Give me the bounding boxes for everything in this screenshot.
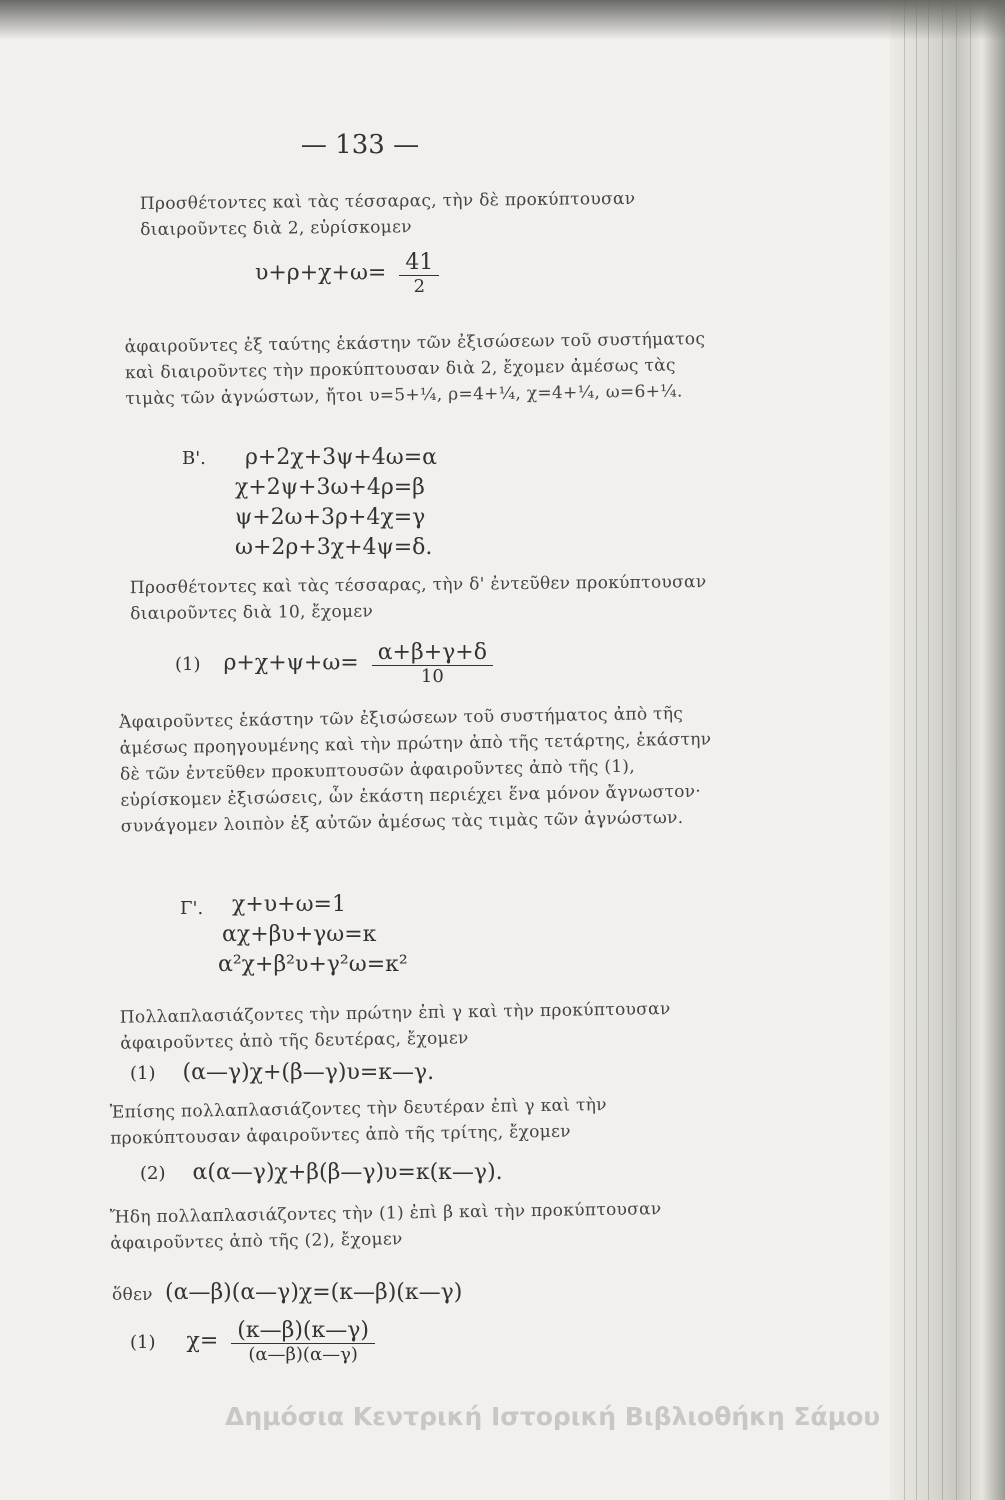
fraction-numerator: 41 [399, 250, 439, 276]
paragraph-5: Πολλαπλασιάζοντες τὴν πρώτην ἐπὶ γ καὶ τὴν προκύπτουσαν ἀφαιροῦντες ἀπὸ τῆς δευτέρας, ἔχομεν [119, 999, 671, 1054]
page-edge [890, 0, 1005, 1500]
paragraph-4: Ἀφαιροῦντες ἑκάστην τῶν ἐξισώσεων τοῦ συστήματος ἀπὸ τῆς ἀμέσως προηγουμένης καὶ τὴν πρώτην ἀπὸ τῆς τετάρτης, ἑκάστην δὲ τῶν ἐντεῦθεν προκυπτουσῶν ἀφαιροῦντες ἀπὸ τῆς (1), εὑρίσκομεν ἐξισώσεις, ὧν ἑκάστη περιέχει ἕνα μόνον ἄγνωστον· συνάγομεν λοιπὸν ἐξ αὐτῶν ἀμέσως τὰς τιμὰς τῶν ἀγνώστων. [119, 703, 712, 837]
section-label-b: Β'. [182, 448, 206, 469]
equation-body: (α—γ)χ+(β—γ)υ=κ—γ. [182, 1060, 435, 1085]
system-b-eq-4: ω+2ρ+3χ+4ψ=δ. [235, 535, 433, 560]
equation-tag: (1) [175, 653, 201, 675]
equation-lhs: ρ+χ+ψ+ω= [223, 650, 359, 676]
paragraph-2: ἀφαιροῦντες ἐξ ταύτης ἑκάστην τῶν ἐξισώσεων τοῦ συστήματος καὶ διαιροῦντες τὴν προκύπτουσαν διὰ 2, ἔχομεν ἀμέσως τὰς τιμὰς τῶν ἀγνώστων, ἤτοι υ=5+¼, ρ=4+¼, χ=4+¼, ω=6+¼. [124, 329, 706, 410]
system-b-eq-3: ψ+2ω+3ρ+4χ=γ [235, 505, 426, 530]
fraction-numerator: (κ—β)(κ—γ) [231, 1318, 375, 1344]
equation-tag: (1) [130, 1063, 156, 1084]
equation-tag: (2) [140, 1163, 166, 1184]
equation-g-1 [130, 1060, 434, 1085]
equation-lhs: χ= [186, 1328, 219, 1354]
system-g-eq-1: χ+υ+ω=1 [232, 892, 346, 917]
fraction [231, 1318, 375, 1365]
page-number: — 133 — [300, 130, 420, 160]
paragraph-8: ὅθεν [112, 1285, 153, 1305]
system-g-eq-3: α²χ+β²υ+γ²ω=κ² [218, 952, 408, 977]
equation-sum [255, 250, 439, 297]
paragraph-7: Ἤδη πολλαπλασιάζοντες τὴν (1) ἐπὶ β καὶ τὴν προκύπτουσαν ἀφαιροῦντες ἀπὸ τῆς (2), ἔχομεν [109, 1199, 662, 1254]
fraction-denominator: 10 [420, 666, 444, 687]
section-label-g: Γ'. [180, 898, 204, 919]
equation-g-3: (α—β)(α—γ)χ=(κ—β)(κ—γ) [165, 1280, 463, 1305]
system-g-eq-2: αχ+βυ+γω=κ [222, 922, 377, 947]
system-b-eq-2: χ+2ψ+3ω+4ρ=β [235, 475, 425, 500]
equation-g-4 [130, 1318, 375, 1365]
paragraph-6: Ἐπίσης πολλαπλασιάζοντες τὴν δευτέραν ἐπὶ γ καὶ τὴν προκύπτουσαν ἀφαιροῦντες ἀπὸ τῆς τρίτης, ἔχομεν [109, 1094, 607, 1149]
equation-g-2 [140, 1160, 503, 1185]
fraction-denominator: 2 [413, 276, 426, 297]
equation-tag: (1) [130, 1331, 156, 1353]
equation-1 [175, 640, 493, 687]
paragraph-3: Προσθέτοντες καὶ τὰς τέσσαρας, τὴν δ' ἐντεῦθεν προκύπτουσαν διαιροῦντες διὰ 10, ἔχομεν [129, 572, 707, 625]
system-b-eq-1: ρ+2χ+3ψ+4ω=α [245, 445, 438, 470]
fraction-denominator: (α—β)(α—γ) [248, 1344, 358, 1365]
fraction [372, 640, 493, 687]
equation-lhs: υ+ρ+χ+ω= [255, 260, 387, 286]
equation-body: α(α—γ)χ+β(β—γ)υ=κ(κ—γ). [192, 1160, 503, 1185]
paragraph-1: Προσθέτοντες καὶ τὰς τέσσαρας, τὴν δὲ προκύπτουσαν διαιροῦντες διὰ 2, εὑρίσκομεν [139, 188, 636, 241]
fraction-numerator: α+β+γ+δ [372, 640, 493, 666]
library-watermark: Δημόσια Κεντρική Ιστορική Βιβλιοθήκη Σάμου [225, 1402, 881, 1431]
fraction [399, 250, 439, 297]
scan-shadow [0, 0, 1005, 40]
